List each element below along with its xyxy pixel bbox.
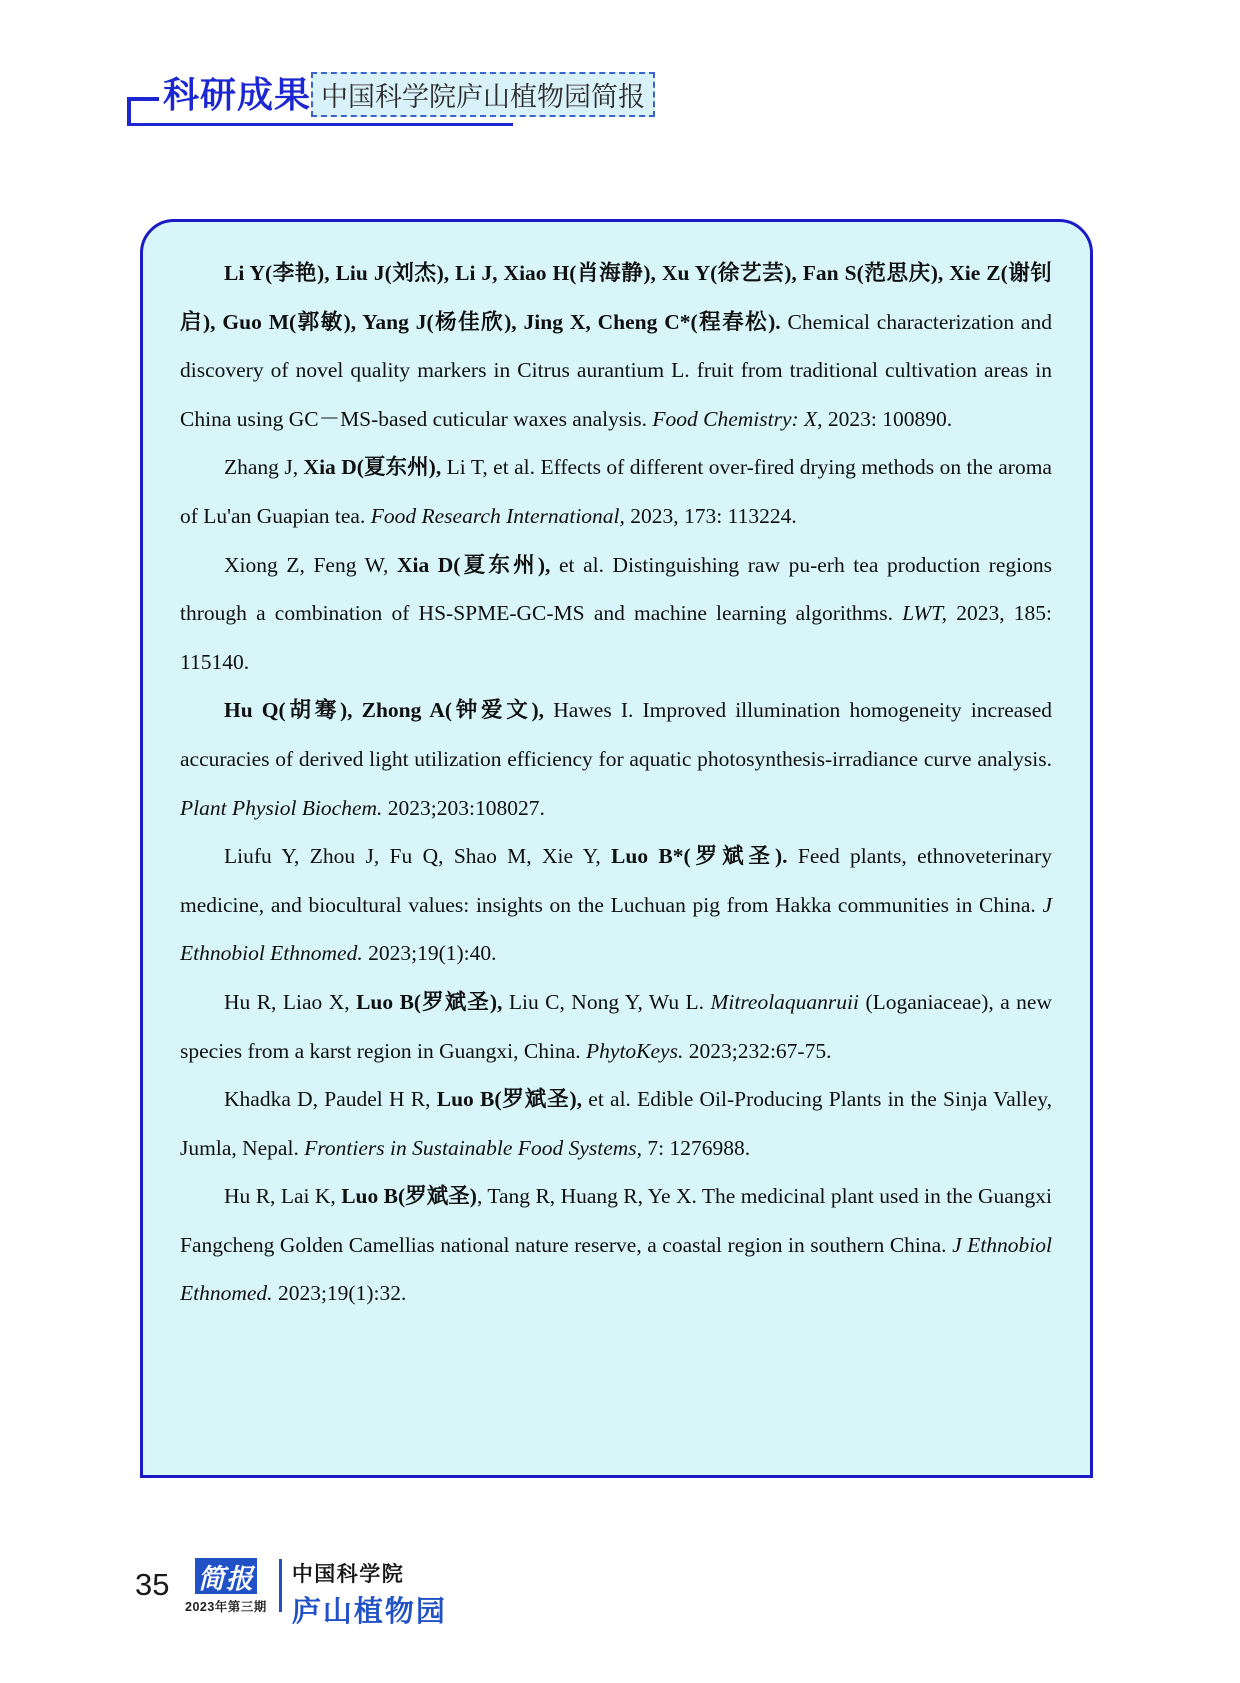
citation-segment: 2023, 185: 115140.: [180, 601, 1053, 674]
citation-segment: Xia D(夏东州),: [303, 455, 442, 480]
citation-segment: Khadka D, Paudel H R,: [224, 1087, 437, 1112]
publications-panel: [140, 219, 1093, 1478]
citation-segment: Liufu Y, Zhou J, Fu Q, Shao M, Xie Y,: [224, 844, 612, 869]
citation-segment: Li T, et al. Effects of different over-fired drying methods on the aroma of Lu'an Guapian tea.: [180, 455, 1052, 528]
citation: [180, 443, 1052, 540]
citation-segment: Hu R, Liao X,: [224, 989, 357, 1014]
citation-segment: et al. Edible Oil-Producing Plants in the Sinja Valley, Jumla, Nepal.: [180, 1087, 1053, 1160]
citation-segment: Hu R, Lai K,: [224, 1184, 342, 1209]
citation-segment: Luo B(罗斌圣),: [356, 989, 503, 1014]
logo-left-block: [185, 1558, 267, 1615]
citation: [180, 978, 1052, 1075]
citation-segment: J Ethnobiol Ethnomed.: [180, 892, 1052, 966]
citation-segment: Food Chemistry: X,: [652, 406, 823, 431]
org-name-cas: 中国科学院: [291, 1563, 405, 1586]
citation: [180, 686, 1052, 832]
citation-segment: Zhang J,: [224, 455, 304, 480]
bulletin-name-label: 中国科学院庐山植物园简报: [321, 82, 645, 112]
citation-segment: J Ethnobiol Ethnomed.: [180, 1232, 1052, 1306]
citation-segment: Luo B(罗斌圣),: [436, 1087, 583, 1112]
issue-label: 2023年第三期: [185, 1600, 267, 1614]
citation-segment: Food Research International,: [370, 503, 625, 528]
citation-segment: Li Y(李艳), Liu J(刘杰), Li J, Xiao H(肖海静), Xu Y(徐艺芸), Fan S(范思庆), Xie Z(谢钊启), Guo M(郭敏), Yang J(杨佳欣), Jing X, Cheng C*(程春松).: [180, 261, 1052, 334]
citation-segment: 2023, 173: 113224.: [624, 503, 797, 528]
citation-segment: 2023;232:67-75.: [683, 1038, 832, 1063]
citation: [180, 832, 1052, 978]
citation-segment: et al. Distinguishing raw pu-erh tea production regions through a combination of HS-SPME-GC-MS and machine learning algorithms.: [180, 552, 1052, 626]
citation-segment: Hu Q(胡骞), Zhong A(钟爱文),: [224, 698, 545, 723]
citation: [180, 249, 1052, 443]
org-name-garden: 庐山植物园: [291, 1596, 447, 1628]
citation-segment: 2023;19(1):40.: [362, 941, 497, 966]
citation-segment: Liu C, Nong Y, Wu L.: [502, 989, 711, 1014]
citation-segment: (Loganiaceae), a new species from a karst region in Guangxi, China.: [180, 989, 1053, 1063]
citation-segment: 2023;19(1):32.: [272, 1281, 407, 1306]
citation-segment: Frontiers in Sustainable Food Systems,: [304, 1135, 643, 1160]
citation-segment: Feed plants, ethnoveterinary medicine, and biocultural values: insights on the Luchuan pig from Hakka communities in China.: [180, 844, 1052, 917]
citation-segment: Xiong Z, Feng W,: [224, 552, 397, 577]
citation: [180, 541, 1052, 687]
bulletin-name-badge: [311, 72, 655, 117]
citation-list: [180, 249, 1052, 1318]
citation-segment: PhytoKeys.: [586, 1038, 684, 1063]
citation-segment: Luo B*(罗斌圣).: [611, 844, 788, 869]
section-title: 科研成果: [163, 74, 312, 115]
logo-divider: [279, 1559, 282, 1612]
logo-badge: 简报: [195, 1558, 257, 1594]
citation-segment: Hawes I. Improved illumination homogeneity increased accuracies of derived light utilization efficiency for aquatic photosynthesis-irradiance curve analysis.: [180, 698, 1052, 771]
bulletin-logo: [185, 1558, 447, 1630]
citation-segment: , Tang R, Huang R, Ye X. The medicinal plant used in the Guangxi Fangcheng Golden Camellias national nature reserve, a coastal region in southern China.: [180, 1184, 1052, 1257]
citation-segment: Mitreolaquanruii: [710, 989, 859, 1014]
citation-segment: 2023: 100890.: [822, 406, 953, 431]
citation-segment: Xia D(夏东州),: [396, 552, 551, 577]
citation-segment: 2023;203:108027.: [382, 795, 545, 820]
citation: [180, 1172, 1052, 1318]
citation-segment: Plant Physiol Biochem.: [180, 795, 383, 820]
citation: [180, 1075, 1052, 1172]
citation-segment: Luo B(罗斌圣): [341, 1184, 477, 1209]
citation-segment: LWT,: [902, 601, 948, 626]
citation-segment: 7: 1276988.: [642, 1135, 751, 1160]
logo-right-block: [292, 1558, 447, 1630]
citation-segment: Chemical characterization and discovery of novel quality markers in Citrus aurantium L. fruit from traditional cultivation areas in China using GC－MS-based cuticular waxes analysis.: [180, 309, 1052, 431]
page-number: 35: [135, 1567, 170, 1602]
